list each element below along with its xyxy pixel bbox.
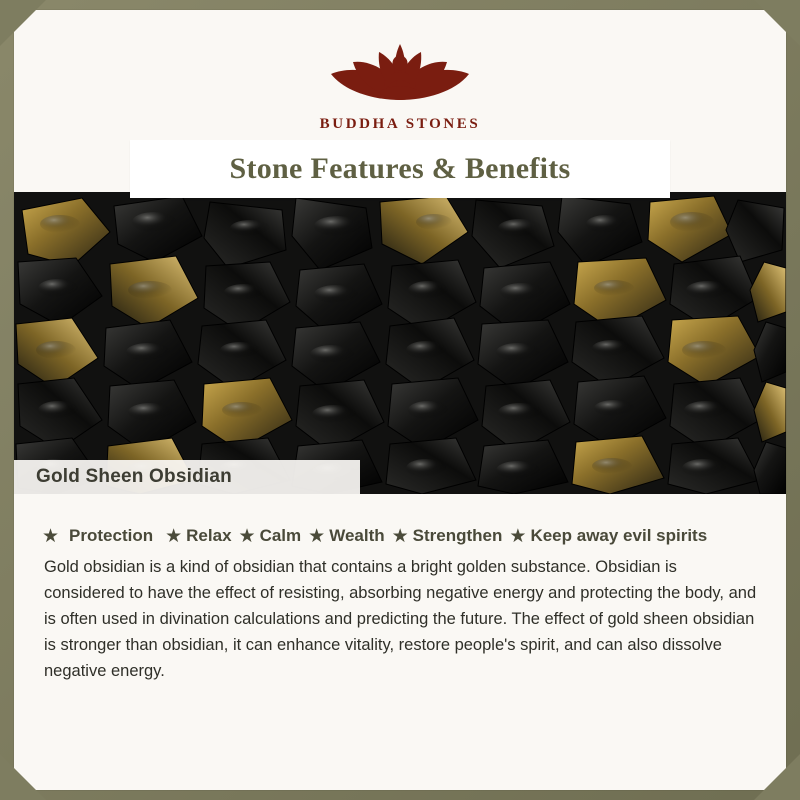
star-icon: ★ <box>238 525 256 547</box>
benefit-item <box>308 526 391 546</box>
brand-logo <box>14 22 786 154</box>
corner-decoration-bottom-left <box>0 754 46 800</box>
brand-name: BUDDHA STONES <box>319 116 481 132</box>
photo-caption-label: Gold Sheen Obsidian <box>36 466 232 487</box>
benefits-list <box>36 526 764 546</box>
benefit-label: Strengthen <box>412 526 503 545</box>
stone-photo <box>14 192 786 494</box>
star-icon: ★ <box>165 525 183 547</box>
content-section <box>14 496 786 684</box>
corner-decoration-bottom-right <box>754 754 800 800</box>
bottom-decoration <box>14 768 786 790</box>
page-title: Stone Features & Benefits <box>229 152 571 185</box>
benefit-item <box>165 526 238 546</box>
benefit-item <box>392 526 510 546</box>
benefit-item <box>239 526 309 546</box>
photo-caption <box>14 460 360 494</box>
content-card <box>14 10 786 790</box>
star-icon: ★ <box>509 525 527 547</box>
star-icon: ★ <box>391 525 409 547</box>
benefit-label: Calm <box>259 526 302 545</box>
benefit-item <box>36 526 165 546</box>
star-icon: ★ <box>42 525 60 547</box>
benefit-item <box>509 526 714 546</box>
obsidian-chips-illustration <box>14 192 786 494</box>
benefit-label: Keep away evil spirits <box>530 526 708 545</box>
benefit-label: Relax <box>186 526 232 545</box>
description-text: Gold obsidian is a kind of obsidian that contains a bright golden substance. Obsidian is considered to have the effect of resisting, absorbing negative energy and protecting the body, and is often used in divination calculations and predicting the future. The effect of gold sheen obsidian is stronger than obsidian, it can enhance vitality, restore people's spirit, and can also dissolve negative energy. <box>44 558 757 681</box>
lotus-meditation-icon <box>315 22 485 114</box>
benefit-label: Protection <box>69 526 154 545</box>
title-banner <box>130 140 670 198</box>
star-icon: ★ <box>308 525 326 547</box>
benefit-label: Wealth <box>329 526 385 545</box>
